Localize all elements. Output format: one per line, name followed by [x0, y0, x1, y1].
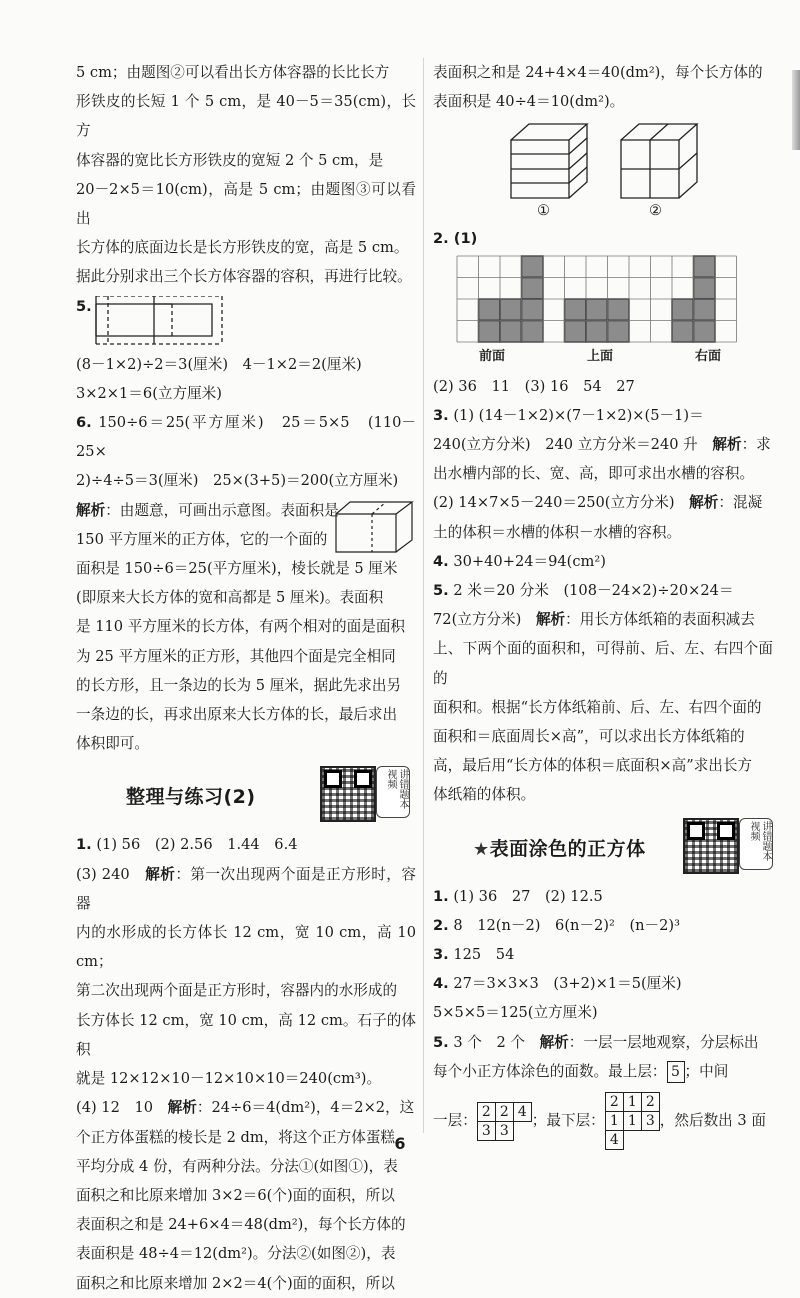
question-number: 4. — [433, 975, 449, 993]
qr-tag: 讲错题本视频 — [376, 766, 410, 818]
intro-line: 据此分别求出三个长方体容器的容积，再进行比较。 — [76, 268, 412, 286]
q3-line — [433, 401, 773, 430]
view-square — [479, 299, 501, 321]
q6-explanation — [76, 496, 416, 759]
q6-second: 2)÷4÷5＝3(厘米) 25×(3+5)＝200(立方厘米) — [76, 472, 399, 490]
section-header-review — [76, 766, 416, 830]
question-number: 3. — [433, 946, 449, 964]
view-square — [522, 256, 544, 278]
q6-line — [76, 408, 416, 466]
exp-text: ：24÷6＝4(dm²)，4＝2×2，这 — [196, 1099, 415, 1117]
view-square — [694, 277, 716, 299]
q3-2-line: 土的体积＝水槽的体积－水槽的容积。 — [433, 523, 682, 541]
box-net-diagram — [94, 296, 224, 346]
cake-figures — [433, 116, 773, 228]
exp-text: ：第一次出现两个面是正方形时，容器 — [76, 865, 416, 912]
view-square — [500, 299, 522, 321]
question-number: 5. — [76, 297, 92, 315]
cake-split-figure-2 — [619, 122, 699, 200]
q5-line — [433, 605, 773, 634]
s2-q1-text: (1) 56 (2) 2.56 1.44 6.4 — [96, 836, 298, 854]
q5-exp-line: 面积和＝底面周长×高”，可以求出长方体纸箱的 — [433, 728, 745, 746]
q3-text: ：求 — [741, 436, 771, 454]
q6-exp-line: 体积即可。 — [76, 735, 149, 753]
question-number: 1. — [76, 836, 92, 854]
s3-text: 125 54 — [453, 946, 515, 964]
grid-cell: 4 — [513, 1102, 531, 1121]
page-edge-tab — [792, 70, 800, 150]
question-number: 5. — [433, 1033, 449, 1051]
view-square — [672, 299, 694, 321]
view-square — [586, 299, 608, 321]
q3-text: (1) (14－1×2)×(7－1×2)×(5－1)＝ — [453, 406, 704, 424]
s3-text: 8 12(n－2) 6(n－2)² (n－2)³ — [453, 916, 680, 934]
question-number: 3. — [433, 406, 449, 424]
q5-line: (8－1×2)÷2＝3(厘米) 4－1×2＝2(厘米) — [76, 355, 362, 373]
jiexi-label: 解析 — [539, 1033, 569, 1051]
q6-exp-line: 面积是 150÷6＝25(平方厘米)，棱长就是 5 厘米 — [76, 560, 398, 578]
s3-text: 27＝3×3×3 (3+2)×1＝5(厘米) — [453, 975, 682, 993]
s3-text: 3 个 2 个 — [453, 1033, 540, 1051]
q5-exp-line: 上、下两个面的面积和，可得前、后、左、右四个面的 — [433, 640, 773, 687]
q2-2-line: (2) 36 11 (3) 16 54 27 — [433, 377, 635, 395]
intro-line: 形铁皮的长短 1 个 5 cm，是 40－5＝35(cm)，长方 — [76, 93, 416, 140]
grid-cell: 2 — [605, 1093, 623, 1112]
s3-tail-text: ，然后数出 3 面 — [659, 1112, 766, 1130]
q4-line — [433, 547, 773, 576]
q6-exp-line: 是 110 平方厘米的长方体，有两个相对的面是面积 — [76, 618, 406, 636]
views-figure — [433, 254, 773, 372]
view-square — [694, 299, 716, 321]
q5-line — [433, 576, 773, 605]
answer-text: (4) 12 10 — [76, 1099, 168, 1117]
q2-line: 2. (1) — [433, 230, 478, 248]
grid-cell: 3 — [477, 1121, 495, 1140]
figure-label: ① — [537, 202, 551, 220]
cuboid-sketch — [334, 500, 414, 554]
qr-code[interactable] — [683, 818, 739, 874]
view-square — [522, 299, 544, 321]
exp-line: 表面积之和是 24+6×4＝48(dm²)，每个长方体的 — [76, 1216, 406, 1234]
q3-text: 240(立方分米) 240 立方分米＝240 升 — [433, 436, 713, 454]
view-label-front: 前面 — [479, 348, 506, 364]
s3-q1 — [433, 882, 773, 911]
qr-code[interactable] — [320, 766, 376, 822]
exp-line: 第二次出现两个面是正方形时，容器内的水形成的 — [76, 982, 398, 1000]
q3-line: 出水槽内部的长、宽、高，即可求出水槽的容积。 — [433, 465, 755, 483]
q4-text: 30+40+24＝94(cm²) — [453, 552, 606, 570]
exp-line: 平均分成 4 份，有两种分法。分法①(如图①)，表 — [76, 1157, 398, 1175]
section-title: 整理与练习(2) — [126, 786, 256, 809]
section-title-wrap — [473, 835, 646, 864]
q5-line: 3×2×1＝6(立方厘米) — [76, 384, 222, 402]
grid-cell: 2 — [477, 1102, 495, 1121]
q3-2-text: ：混凝 — [718, 494, 763, 512]
jiexi-label: 解析 — [535, 611, 566, 629]
jiexi-label: 解析 — [689, 494, 719, 512]
exp-line: 内的水形成的长方体长 12 cm，宽 10 cm，高 10 cm； — [76, 924, 416, 971]
q5-exp-line: 面积和。根据“长方体纸箱前、后、左、右四个面的 — [433, 698, 762, 716]
view-square — [586, 320, 608, 342]
s3-text: (1) 36 27 (2) 12.5 — [453, 887, 603, 905]
exp-line: 就是 12×12×10－12×10×10＝240(cm³)。 — [76, 1070, 382, 1088]
s3-q5 — [433, 1028, 773, 1057]
jiexi-label: 解析 — [167, 1099, 197, 1117]
left-column — [76, 58, 416, 1298]
question-number: 2. — [433, 916, 449, 934]
grid-cell: 1 — [623, 1093, 641, 1112]
view-square — [522, 320, 544, 342]
q5-exp-line: 体纸箱的体积。 — [433, 786, 536, 804]
question-number: 4. — [433, 552, 449, 570]
three-views-grid — [455, 254, 751, 344]
view-square — [479, 320, 501, 342]
q6-exp-line: 为 25 平方厘米的正方形，其他四个面是完全相同 — [76, 647, 396, 665]
jiexi-label: 解析 — [712, 436, 742, 454]
exp-line: 个正方体蛋糕的棱长是 2 dm，将这个正方体蛋糕 — [76, 1128, 396, 1146]
view-square — [694, 320, 716, 342]
top-line: 表面积之和是 24+4×4＝40(dm²)，每个长方体的 — [433, 64, 763, 81]
exp-line: 表面积是 48÷4＝12(dm²)。分法②(如图②)，表 — [76, 1245, 396, 1263]
q5-exp-line: 高，最后用“长方体的体积＝底面积×高”求出长方 — [433, 757, 753, 775]
question-number: 1. — [433, 887, 449, 905]
view-square — [694, 256, 716, 278]
q6-exp-line: 的长方形，且一条边的长为 5 厘米，据此先求出另 — [76, 676, 402, 694]
s3-text: ：一层一层地观察，分层标出 — [568, 1033, 759, 1051]
intro-line: 5 cm；由题图②可以看出长方体容器的长比长方 — [76, 64, 390, 81]
intro-line: 体容器的宽比长方形铁皮的宽短 2 个 5 cm，是 — [76, 151, 384, 169]
s2-q1-line — [76, 830, 416, 859]
mid-layer-label: 一层： — [433, 1112, 477, 1130]
view-label-right: 右面 — [695, 348, 722, 364]
view-square — [565, 320, 587, 342]
s3-q3 — [433, 940, 773, 969]
star-icon: ★ — [473, 838, 490, 860]
s3-text: 每个小正方体涂色的面数。最上层： — [433, 1062, 667, 1080]
q6-exp-line: 150 平方厘米的正方体，它的一个面的 — [76, 530, 328, 548]
view-square — [608, 299, 630, 321]
answer-text: (3) 240 — [76, 865, 146, 883]
exp-line: 长方体长 12 cm，宽 10 cm，高 12 cm。石子的体积 — [76, 1011, 416, 1058]
q6-exp-text: ：由题意，可画出示意图。表面积是 — [105, 501, 339, 519]
q5-net-row — [76, 292, 416, 350]
column-divider — [423, 58, 424, 1133]
s3-q4 — [433, 969, 773, 998]
view-square — [565, 299, 587, 321]
view-square — [522, 277, 544, 299]
view-square — [672, 320, 694, 342]
s3-q5-line — [433, 1057, 773, 1086]
right-column — [433, 58, 773, 1150]
s2-q1-4 — [76, 1093, 416, 1122]
s3-q4b: 5×5×5＝125(立方厘米) — [433, 1004, 598, 1022]
question-number: 5. — [433, 582, 449, 600]
jiexi-label: 解析 — [76, 501, 106, 519]
s3-q2 — [433, 911, 773, 940]
q6-exp-line: 一条边的长，再求出原来大长方体的长，最后求出 — [76, 706, 398, 724]
q6-first: 150÷6＝25(平方厘米) 25＝5×5 (110－25× — [76, 414, 417, 461]
s3-text: ；中间 — [684, 1062, 729, 1080]
grid-cell: 2 — [495, 1102, 513, 1121]
intro-line: 长方体的底面边长是长方形铁皮的宽，高是 5 cm。 — [76, 239, 409, 257]
top-line: 表面积是 40÷4＝10(dm²)。 — [433, 93, 625, 111]
view-square — [608, 320, 630, 342]
q6-exp-line: (即原来大长方体的宽和高都是 5 厘米)。表面积 — [76, 589, 384, 607]
grid-cell: 2 — [641, 1093, 659, 1112]
section-title: 表面涂色的正方体 — [489, 837, 646, 860]
section-header-painted-cube — [433, 818, 773, 882]
grid-cell: 4 — [605, 1131, 623, 1150]
question-number: 6. — [76, 414, 92, 432]
q5-exp: ：用长方体纸箱的表面积减去 — [565, 611, 755, 629]
qr-tag: 讲错题本视频 — [739, 818, 773, 870]
grid-cell: 3 — [495, 1121, 513, 1140]
grid-cell: 3 — [641, 1112, 659, 1131]
view-square — [500, 320, 522, 342]
bottom-layer-label: ；最下层： — [531, 1112, 605, 1130]
cake-split-figure-1 — [509, 122, 589, 200]
top-layer-box: 5 — [667, 1061, 685, 1083]
q3-2-text: (2) 14×7×5－240＝250(立方分米) — [433, 494, 690, 512]
exp-line: 面积之和比原来增加 3×2＝6(个)面的面积，所以 — [76, 1186, 395, 1204]
figure-label: ② — [649, 202, 663, 220]
intro-line: 20－2×5＝10(cm)，高是 5 cm；由题图③可以看出 — [76, 180, 416, 228]
jiexi-label: 解析 — [145, 865, 176, 883]
page-number: 6 — [394, 1134, 406, 1153]
exp-line: 面积之和比原来增加 2×2＝4(个)面的面积，所以 — [76, 1274, 395, 1292]
grid-cell: 1 — [623, 1112, 641, 1131]
q5-text: 2 米＝20 分米 (108－24×2)÷20×24＝ — [453, 582, 734, 600]
grid-cell: 1 — [605, 1112, 623, 1131]
q3-line — [433, 430, 773, 459]
q5-text: 72(立方分米) — [433, 611, 536, 629]
s2-q1-3 — [76, 860, 416, 918]
q3-2-line — [433, 488, 773, 517]
view-label-top: 上面 — [587, 348, 614, 364]
